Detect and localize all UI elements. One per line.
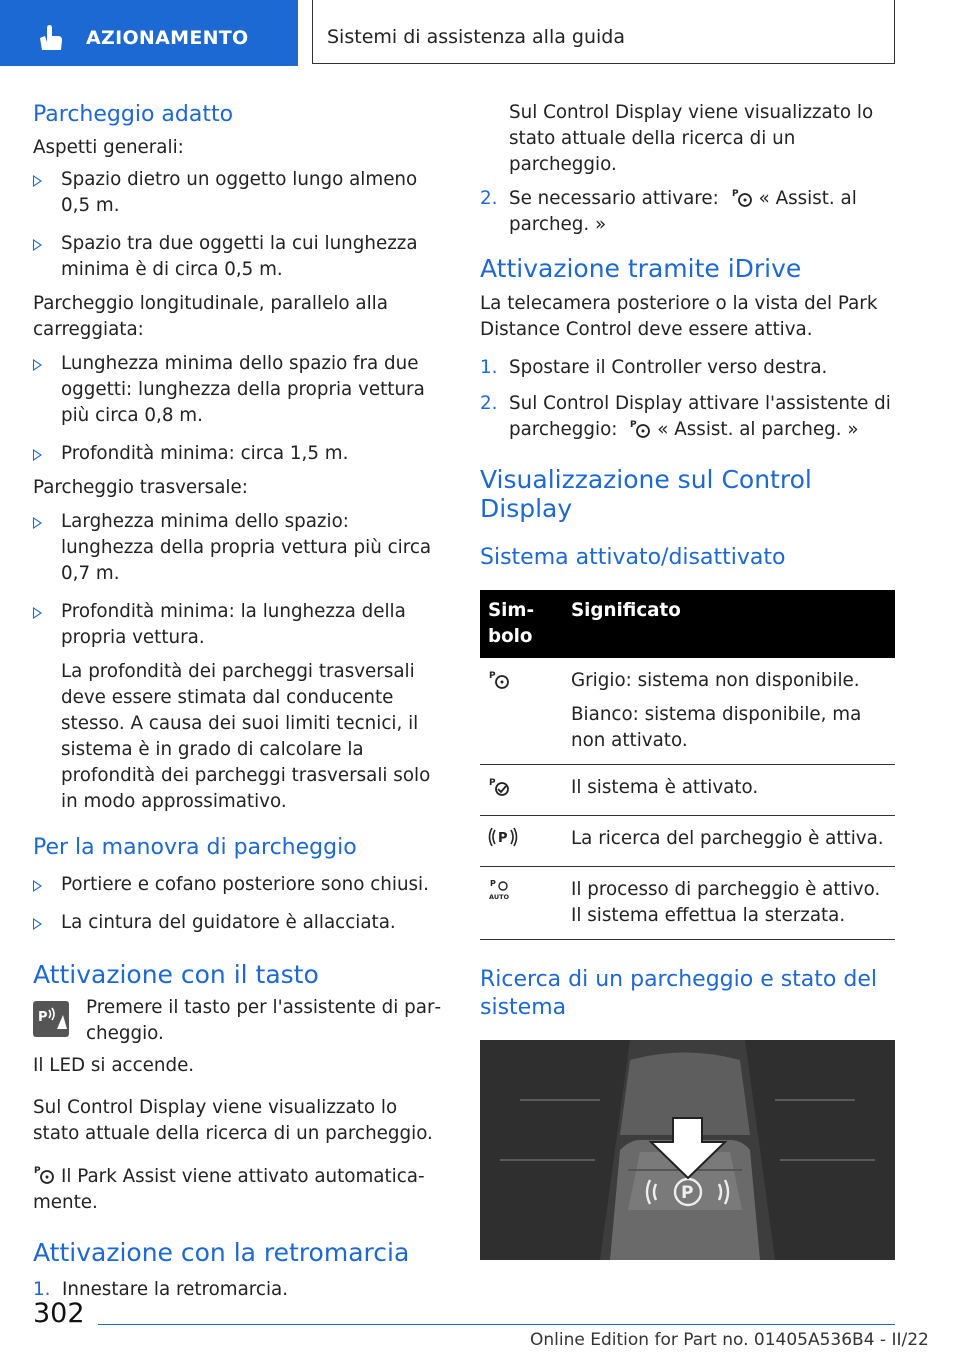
heading-sistema: Sistema attivato/disattivato	[480, 545, 786, 570]
park-assist-active-icon	[33, 1163, 55, 1185]
bullet-item: Portiere e cofano posteriore sono chiusi.	[33, 872, 445, 898]
park-assist-button-icon	[33, 1001, 69, 1037]
bullet-item: Larghezza minima dello spazio: lunghezza della propria vettura più circa 0,7 m.	[33, 509, 445, 587]
paragraph: Sul Control Display viene visualizzato lo stato attuale della ricerca di un parcheggio.	[509, 102, 874, 175]
footer-divider	[98, 1324, 895, 1325]
heading-visualizzazione: Visualizzazione sul Control Display	[480, 465, 812, 523]
button-row	[33, 995, 445, 1047]
svg-text:P: P	[681, 1183, 694, 1203]
heading-attivazione-retromarcia: Attivazione con la retromarcia	[33, 1238, 410, 1267]
bullet-item: Spazio dietro un oggetto lungo almeno 0,5 m.	[33, 167, 445, 219]
svg-text:P: P	[731, 189, 739, 199]
step-item: 1. Innestare la retromarcia.	[33, 1279, 289, 1300]
table-row: P La ricerca del parcheggio è attiva.	[480, 816, 895, 867]
paragraph: La telecamera posteriore o la vista del Park Distance Control deve essere attiva.	[480, 293, 878, 340]
paragraph: Il LED si accende.	[33, 1055, 195, 1076]
left-column	[33, 100, 445, 1303]
svg-text:P: P	[630, 420, 637, 430]
steering-hand-icon	[36, 24, 66, 52]
bullet-item: La cintura del guidatore è allacciata.	[33, 910, 445, 936]
heading-idrive: Attivazione tramite iDrive	[480, 254, 802, 283]
paragraph: Sul Control Display viene visualizzato lo stato attuale della ricerca di un parcheggio.	[33, 1097, 433, 1144]
bullet-item: Lunghezza minima dello spazio fra due oggetti: lunghezza della propria vettura più circa 0,8 m.	[33, 351, 445, 429]
park-assist-icon	[731, 186, 753, 208]
svg-text:P: P	[34, 1166, 41, 1176]
parking-search-icon	[488, 826, 518, 848]
table-header-row	[480, 590, 895, 658]
table-row: P AUTO Il processo di parcheggio è attivo. Il sistema effettua la sterzata.	[480, 867, 895, 940]
parking-search-illustration	[480, 1040, 895, 1260]
heading-attivazione-tasto: Attivazione con il tasto	[33, 960, 319, 989]
step-item: 2. Sul Control Display attivare l'assistente di parcheggio: P « Assist. al parcheg. »	[480, 393, 891, 440]
park-assist-activated-icon	[488, 775, 510, 797]
svg-text:P: P	[490, 879, 496, 888]
right-column	[480, 100, 895, 1260]
step-item: 2. Se necessario attivare: P « Assist. al parcheg. »	[480, 188, 857, 235]
heading-ricerca: Ricerca di un parcheggio e stato del sistema	[480, 967, 877, 1020]
car-parking-scene	[480, 1040, 895, 1260]
bullet-note: La profondità dei parcheggi trasversali deve essere stimata dal conducente stesso. A causa dei suoi limiti tecnici, il sistema è in grado di calcolare la profondità dei parcheggi trasversali solo in modo approssimativo.	[61, 661, 431, 812]
bullet-item: Spazio tra due oggetti la cui lunghezza minima è di circa 0,5 m.	[33, 231, 445, 283]
paragraph: Parcheggio trasversale:	[33, 477, 248, 498]
table-row: P Il sistema è attivato.	[480, 765, 895, 816]
column-header: Simbolo	[480, 590, 563, 658]
park-assist-icon	[488, 668, 510, 690]
park-assist-icon	[629, 417, 651, 439]
bullet-item: Profondità minima: circa 1,5 m.	[33, 441, 445, 467]
section-title: AZIONAMENTO	[86, 27, 249, 49]
bullet-item: Profondità minima: la lunghezza della propria vettura.	[33, 599, 445, 651]
paragraph: Premere il tasto per l'assistente di parcheggio.	[86, 997, 442, 1044]
paragraph: Parcheggio longitudinale, parallelo alla carreggiata:	[33, 293, 388, 340]
section-tab	[0, 0, 298, 66]
footer-edition: Online Edition for Part no. 01405A536B4 - II/22	[530, 1330, 929, 1350]
chapter-header	[312, 0, 895, 64]
symbol-table	[480, 590, 895, 940]
svg-text:P: P	[498, 831, 508, 846]
paragraph: P Il Park Assist viene attivato automaticamente.	[33, 1163, 445, 1216]
step-item: 1. Spostare il Controller verso destra.	[480, 357, 828, 378]
svg-text:AUTO: AUTO	[489, 893, 510, 901]
paragraph: Aspetti generali:	[33, 137, 184, 158]
svg-text:P: P	[489, 671, 496, 681]
chapter-title: Sistemi di assistenza alla guida	[327, 26, 626, 48]
page-number: 302	[33, 1298, 85, 1329]
column-header: Significato	[563, 590, 895, 658]
table-row: P Grigio: sistema non disponibile. Bianco: sistema disponibile, ma non attivato.	[480, 658, 895, 765]
heading-manovra: Per la manovra di parcheggio	[33, 835, 357, 860]
parking-auto-icon	[488, 877, 514, 901]
svg-text:P: P	[489, 778, 496, 788]
svg-text:P: P	[38, 1010, 48, 1025]
heading-parcheggio-adatto: Parcheggio adatto	[33, 102, 234, 127]
